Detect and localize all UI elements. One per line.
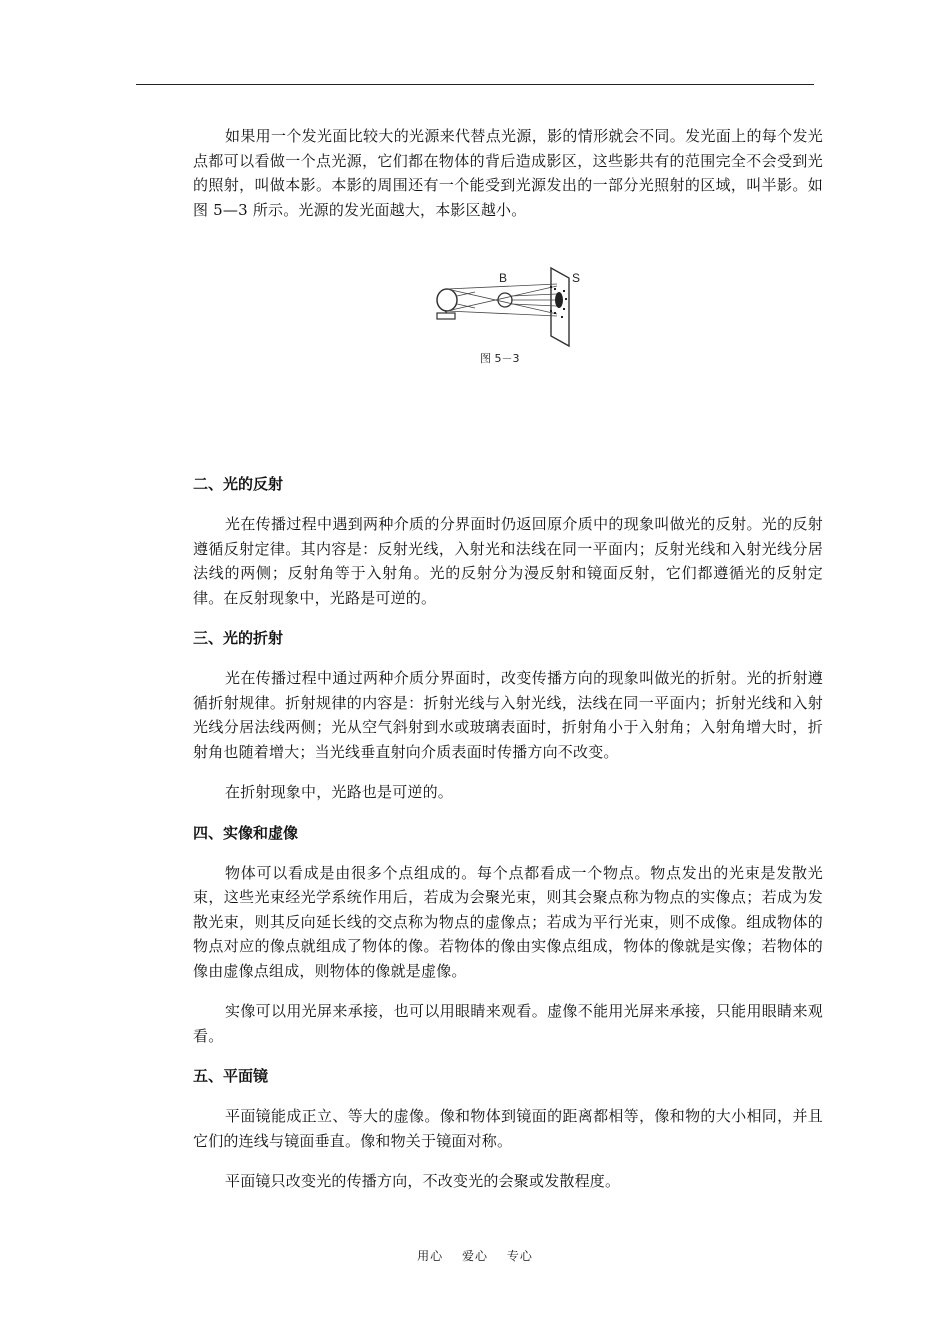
light-rays	[447, 284, 557, 316]
footer-word-2: 爱心	[461, 1249, 488, 1263]
umbra	[555, 292, 563, 308]
section-heading-images: 四、实像和虚像	[193, 823, 299, 842]
paragraph-plane-mirror-direction: 平面镜只改变光的传播方向，不改变光的会聚或发散程度。	[225, 1172, 621, 1190]
intro-paragraph: 如果用一个发光面比较大的光源来代替点光源，影的情形就会不同。发光面上的每个发光点都可以看做一个点光源，它们都在物体的背后造成影区，这些影共有的范围完全不会受到光的照射，叫做本影。本影的周围还有一个能受到光源发出的一部分光照射的区域，叫半影。如图 5—3 所示。光源的发光面越大，本影区越小。	[193, 127, 823, 219]
paragraph-plane-mirror: 平面镜能成正立、等大的虚像。像和物体到镜面的距离都相等，像和物的大小相同，并且它们的连线与镜面垂直。像和物关于镜面对称。	[193, 1107, 823, 1150]
label-b: B	[499, 271, 508, 285]
object-b	[498, 293, 512, 307]
header-rule	[136, 84, 814, 85]
paragraph-real-virtual-image: 物体可以看成是由很多个点组成的。每个点都看成一个物点。物点发出的光束是发散光束，这些光束经光学系统作用后，若成为会聚光束，则其会聚点称为物点的实像点；若成为发散光束，则其反向延长线的交点称为物点的虚像点；若成为平行光束，则不成像。组成物体的物点对应的像点就组成了物体的像。若物体的像由实像点组成，物体的像就是实像；若物体的像由虚像点组成，则物体的像就是虚像。	[193, 863, 823, 980]
section-heading-reflection: 二、光的反射	[193, 475, 284, 493]
light-source	[437, 289, 457, 311]
figure-5-3	[435, 266, 585, 370]
light-source-base	[437, 313, 455, 319]
page-footer	[0, 1247, 950, 1264]
figure-caption: 图 5－3	[480, 352, 520, 365]
label-s: S	[572, 271, 581, 285]
section-heading-plane-mirror: 五、平面镜	[193, 1067, 269, 1085]
paragraph-refraction-reversible: 在折射现象中，光路也是可逆的。	[225, 783, 454, 801]
paragraph-refraction: 光在传播过程中通过两种介质分界面时，改变传播方向的现象叫做光的折射。光的折射遵循折射规律。折射规律的内容是：折射光线与入射光线，法线在同一平面内；折射光线和入射光线分居法线两侧；光从空气斜射到水或玻璃表面时，折射角小于入射角；入射角增大时，折射角也随着增大；当光线垂直射向介质表面时传播方向不改变。	[193, 669, 823, 761]
paragraph-image-observation: 实像可以用光屏来承接，也可以用眼睛来观看。虚像不能用光屏来承接，只能用眼睛来观看。	[193, 1002, 823, 1045]
footer-word-1: 用心	[417, 1249, 444, 1263]
footer-word-3: 专心	[506, 1249, 533, 1263]
shadow-diagram	[435, 266, 585, 370]
paragraph-reflection: 光在传播过程中遇到两种介质的分界面时仍返回原介质中的现象叫做光的反射。光的反射遵循反射定律。其内容是：反射光线，入射光和法线在同一平面内；反射光线和入射光线分居法线的两侧；反射角等于入射角。光的反射分为漫反射和镜面反射，它们都遵循光的反射定律。在反射现象中，光路是可逆的。	[193, 515, 823, 607]
section-heading-refraction: 三、光的折射	[193, 629, 284, 647]
